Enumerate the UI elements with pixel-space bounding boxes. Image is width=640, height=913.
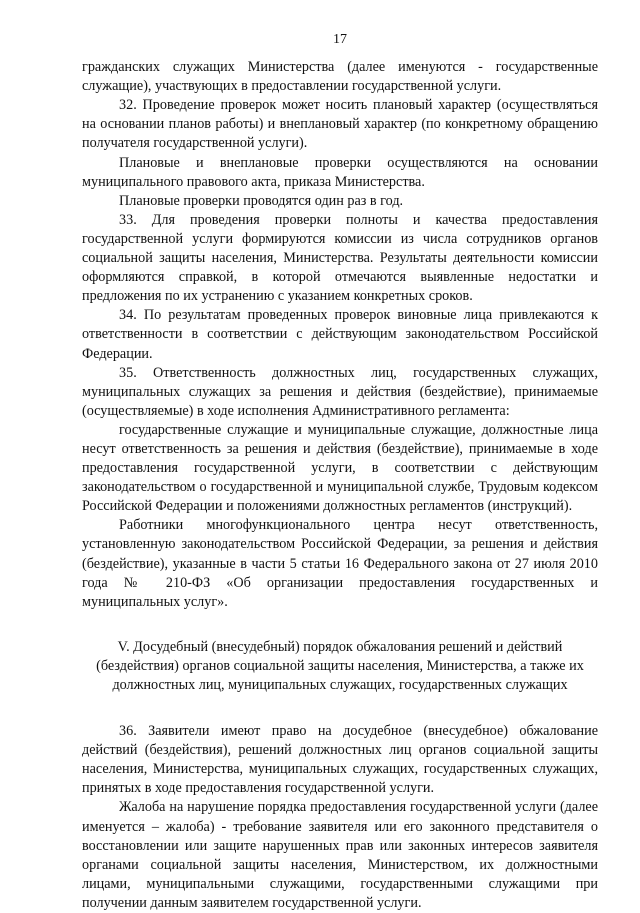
paragraph: 32. Проведение проверок может носить плановый характер (осуществляться на основании планов работы) и внеплановый характер (по конкретному обращению получателя государственной услуги). (82, 97, 598, 152)
paragraph: Жалоба на нарушение порядка предоставления государственной услуги (далее именуется – жалоба) - требование заявителя или его законного представителя о восстановлении или защите нарушенных прав или законных интересов заявителя органами социальной защиты населения, Министерством, их должностными лицами, муниципальными служащими, государственными служащими при получении данным заявителем государственной услуги. (82, 799, 598, 911)
paragraph: Плановые проверки проводятся один раз в год. (119, 192, 404, 209)
paragraphs-bottom (82, 722, 598, 913)
paragraph: 36. Заявители имеют право на досудебное (внесудебное) обжалование действий (бездействия), решений должностных лиц органов социальной защиты населения, Министерства, муниципальных служащих, государственных служащих, принятых в ходе предоставления государственной услуги. (82, 723, 598, 797)
paragraphs-top (82, 58, 598, 612)
document-page (82, 30, 598, 913)
paragraph: 34. По результатам проведенных проверок виновные лица привлекаются к ответственности в соответствии с действующим законодательством Российской Федерации. (82, 307, 598, 362)
paragraph: Плановые и внеплановые проверки осуществляются на основании муниципального правового акта, приказа Министерства. (82, 154, 598, 190)
paragraph: 33. Для проведения проверки полноты и качества предоставления государственной услуги формируются комиссии из числа сотрудников органов социальной защиты населения, Министерства. Результаты деятельности комиссии оформляются справкой, в которой отмечаются выявленные недостатки и предложения по их устранению с указанием конкретных сроков. (82, 211, 598, 305)
paragraph: гражданских служащих Министерства (далее именуются - государственные служащие), участвующих в предоставлении государственной услуги. (82, 59, 598, 95)
paragraph: государственные служащие и муниципальные служащие, должностные лица несут ответственность за решения и действия (бездействие), принимаемые в ходе предоставления государственной услуги, в соответствии с действующим законодательством о государственной и муниципальной службе, Трудовым кодексом Российской Федерации и положениями должностных регламентов (инструкций). (82, 421, 598, 515)
paragraph: 35. Ответственность должностных лиц, государственных служащих, муниципальных служащих за решения и действия (бездействие), принимаемые (осуществляемые) в ходе исполнения Административного регламента: (82, 364, 598, 419)
paragraph: Работники многофункционального центра несут ответственность, установленную законодательством Российской Федерации, за решения и действия (бездействие), указанные в части 5 статьи 16 Федерального закона от 27 июля 2010 года № 210-ФЗ «Об организации предоставления государственных и муниципальных услуг». (82, 517, 598, 610)
page-number: 17 (333, 32, 347, 47)
section-title: V. Досудебный (внесудебный) порядок обжалования решений и действий (бездействия) органов социальной защиты населения, Министерства, а также их должностных лиц, муниципальных служащих, государственных служащих (96, 638, 584, 693)
